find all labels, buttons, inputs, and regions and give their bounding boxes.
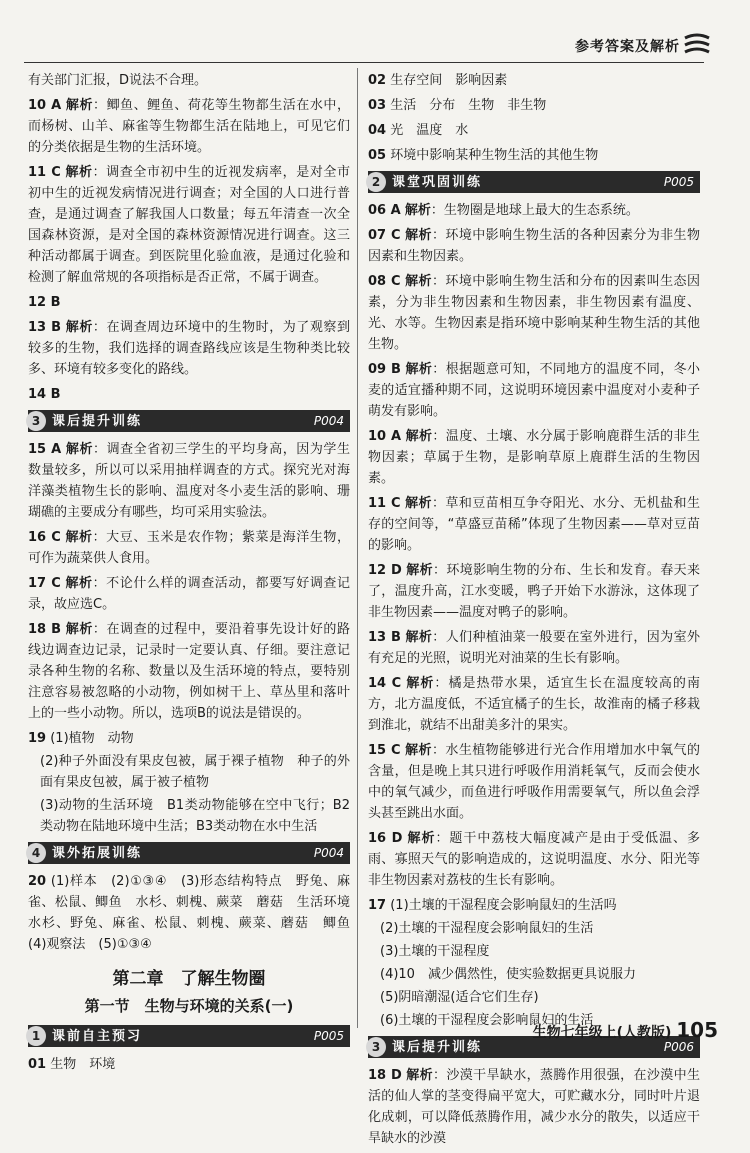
question-number: 05 bbox=[368, 148, 387, 163]
banner-page-code: P004 bbox=[313, 845, 344, 860]
answer-text: ：环境影响生物的分布、生长和发育。春天来了，温度升高，江水变暖，鸭子开始下水游泳，这体现了非生物因素——温度对鸭子的影响。 bbox=[368, 563, 700, 620]
section-banner bbox=[28, 842, 350, 864]
footer-text: 生物七年级上(人教版) bbox=[532, 1025, 672, 1041]
analysis-label: 解析 bbox=[405, 743, 432, 758]
banner-badge: 4 bbox=[26, 843, 46, 863]
analysis-label: 解析 bbox=[406, 1068, 434, 1083]
question-number: 10 A bbox=[368, 429, 402, 444]
analysis-label: 解析 bbox=[65, 442, 94, 457]
banner-page-code: P006 bbox=[663, 1039, 694, 1054]
answer-item bbox=[368, 493, 700, 556]
answer-item bbox=[368, 426, 700, 489]
question-number: 03 bbox=[368, 98, 387, 113]
question-number: 13 B bbox=[28, 320, 62, 335]
header-title: 参考答案及解析 bbox=[575, 39, 680, 55]
answer-item bbox=[368, 359, 700, 422]
answer-text: 光 温度 水 bbox=[390, 123, 469, 138]
analysis-label: 解析 bbox=[405, 630, 433, 645]
question-number: 01 bbox=[28, 1057, 47, 1072]
answer-text: ：调查全市初中生的近视发病率，是对全市初中生的近视发病情况进行调查；对全国的人口进行普查，是通过调查了解我国人口数量；每五年清查一次全国森林资源，是对全国的森林资源情况进行调查。这三种活动都属于调查。到医院里化验血液，是通过化验和检测了解血常规的各项指标是否正常，不属于调查。 bbox=[28, 165, 350, 285]
answer-text: ：水生植物能够进行光合作用增加水中氧气的含量，但是晚上其只进行呼吸作用消耗氧气，反而会使水中的氧气减少，而鱼进行呼吸作用需要氧气，所以鱼会浮头甚至跳出水面。 bbox=[368, 743, 700, 821]
answer-line: (5)阴暗潮湿(适合它们生存) bbox=[380, 990, 539, 1005]
answer-text: 环境中影响某种生物生活的其他生物 bbox=[390, 148, 599, 163]
right-column bbox=[368, 70, 700, 1153]
section-banner bbox=[28, 1025, 350, 1047]
answer-text: ：沙漠干旱缺水，蒸腾作用很强，在沙漠中生活的仙人掌的茎变得扁平宽大，可贮藏水分，同时叶片退化成刺，可以降低蒸腾作用，减少水分的散失，以适应干旱缺水的沙漠 bbox=[368, 1068, 700, 1146]
question-number: 06 A bbox=[368, 203, 401, 218]
answer-line: (2)土壤的干湿程度会影响鼠妇的生活 bbox=[380, 921, 594, 936]
section-banner bbox=[28, 410, 350, 432]
answer-item bbox=[368, 560, 700, 623]
answer-text: ：人们种植油菜一般要在室外进行，因为室外有充足的光照，说明光对油菜的生长有影响。 bbox=[368, 630, 700, 666]
book-stack-icon bbox=[682, 30, 712, 60]
answer-item bbox=[28, 527, 350, 569]
answer-item bbox=[28, 384, 350, 405]
analysis-label: 解析 bbox=[405, 228, 432, 243]
answer-item bbox=[368, 95, 700, 116]
page-footer bbox=[533, 1018, 718, 1042]
question-number: 18 B bbox=[28, 622, 62, 637]
answer-text: ：生物圈是地球上最大的生态系统。 bbox=[430, 203, 639, 218]
banner-title: 课前自主预习 bbox=[52, 1028, 143, 1044]
question-20 bbox=[28, 871, 364, 955]
answer-text: ：大豆、玉米是农作物；紫菜是海洋生物，可作为蔬菜供人食用。 bbox=[28, 530, 350, 566]
question-number: 17 bbox=[368, 898, 387, 913]
answer-text: ：橘是热带水果，适宜生长在温度较高的南方，北方温度低，不适宜橘子的生长，故淮南的橘子移栽到淮北，就结不出甜美多汁的果实。 bbox=[368, 676, 700, 733]
question-number: 14 C bbox=[368, 676, 402, 691]
answer-text: (1)样本 (2)①③④ (3)形态结构特点 野兔、麻雀、松鼠、鲫鱼 水杉、刺槐、蕨菜 蘑菇 生活环境 水杉、野兔、麻雀、松鼠、刺槐、蕨菜、蘑菇 鲫鱼 (4)观察法 (5)①③④ bbox=[28, 874, 364, 952]
analysis-label: 解析 bbox=[406, 563, 434, 578]
question-number: 08 C bbox=[368, 274, 401, 289]
chapter-title: 第二章 了解生物圈 bbox=[112, 969, 266, 989]
answer-item bbox=[28, 439, 350, 523]
banner-title: 课外拓展训练 bbox=[52, 845, 143, 861]
answer-text: ：鲫鱼、鲤鱼、荷花等生物都生活在水中，而杨树、山羊、麻雀等生物都生活在陆地上，可见它们的分类依据是生物的生活环境。 bbox=[28, 98, 350, 155]
banner-title: 课堂巩固训练 bbox=[392, 174, 483, 190]
question-number: 13 B bbox=[368, 630, 401, 645]
answer-line: (3)土壤的干湿程度 bbox=[380, 944, 490, 959]
answer-item bbox=[368, 70, 700, 91]
section-title: 第一节 生物与环境的关系(一) bbox=[84, 997, 294, 1015]
banner-page-code: P005 bbox=[663, 174, 694, 189]
question-number: 18 D bbox=[368, 1068, 402, 1083]
analysis-label: 解析 bbox=[65, 530, 93, 545]
answer-text: 生存空间 影响因素 bbox=[390, 73, 508, 88]
question-number: 15 A bbox=[28, 442, 62, 457]
question-number: 10 A bbox=[28, 98, 62, 113]
banner-badge: 1 bbox=[26, 1026, 46, 1046]
analysis-label: 解析 bbox=[405, 362, 433, 377]
question-number: 17 C bbox=[28, 576, 61, 591]
banner-title: 课后提升训练 bbox=[52, 413, 143, 429]
question-number: 12 D bbox=[368, 563, 402, 578]
question-number: 20 bbox=[28, 874, 47, 889]
question-19 bbox=[28, 728, 350, 837]
answer-text: 有关部门汇报，D说法不合理。 bbox=[28, 73, 208, 88]
question-number: 11 C bbox=[368, 496, 401, 511]
analysis-label: 解析 bbox=[406, 676, 435, 691]
answer-text: ：草和豆苗相互争夺阳光、水分、无机盐和生存的空间等，“草盛豆苗稀”体现了生物因素——草对豆苗的影响。 bbox=[368, 496, 700, 553]
answer-line: (1)植物 动物 bbox=[50, 731, 134, 746]
question-17 bbox=[368, 895, 700, 1031]
analysis-label: 解析 bbox=[405, 496, 432, 511]
answer-text: ：题干中荔枝大幅度减产是由于受低温、多雨、寡照天气的影响造成的，这说明温度、水分、阳光等非生物因素对荔枝的生长有影响。 bbox=[368, 831, 700, 888]
question-number: 19 bbox=[28, 731, 47, 746]
analysis-label: 解析 bbox=[65, 320, 93, 335]
analysis-label: 解析 bbox=[407, 831, 436, 846]
answer-item bbox=[28, 162, 350, 288]
analysis-label: 解析 bbox=[405, 429, 433, 444]
question-number: 02 bbox=[368, 73, 387, 88]
left-column bbox=[28, 70, 364, 1077]
answer-item bbox=[368, 627, 700, 669]
answer-text: ：不论什么样的调查活动，都要写好调查记录，故应选C。 bbox=[28, 576, 350, 612]
question-18 bbox=[368, 1065, 700, 1149]
question-number: 16 C bbox=[28, 530, 61, 545]
answer-line: (1)土壤的干湿程度会影响鼠妇的生活吗 bbox=[390, 898, 617, 913]
answer-text: 生物 环境 bbox=[50, 1057, 116, 1072]
answer-line: (2)种子外面没有果皮包被，属于裸子植物 种子的外面有果皮包被，属于被子植物 bbox=[40, 754, 350, 790]
analysis-label: 解析 bbox=[405, 274, 432, 289]
answer-item bbox=[368, 225, 700, 267]
answer-item bbox=[368, 740, 700, 824]
answer-item bbox=[28, 619, 350, 724]
question-number: 15 C bbox=[368, 743, 401, 758]
banner-badge: 2 bbox=[366, 172, 386, 192]
answer-text: ：在调查的过程中，要沿着事先设计好的路线边调查边记录，记录时一定要认真、仔细。要注意记录各种生物的名称、数量以及生活环境的特点，要特别注意容易被忽略的小动物，例如树干上、草丛里和落叶上的一些小动物。所以，选项B的说法是错误的。 bbox=[28, 622, 350, 721]
column-divider bbox=[357, 68, 358, 1028]
answer-line: (3)动物的生活环境 B1类动物能够在空中飞行；B2类动物在陆地环境中生活；B3类动物在水中生活 bbox=[40, 798, 350, 834]
banner-badge: 3 bbox=[366, 1037, 386, 1057]
analysis-label: 解析 bbox=[65, 98, 94, 113]
question-number: 12 B bbox=[28, 295, 61, 310]
question-number: 07 C bbox=[368, 228, 401, 243]
answer-text: ：根据题意可知，不同地方的温度不同，冬小麦的适宜播种期不同，这说明环境因素中温度对小麦种子萌发有影响。 bbox=[368, 362, 700, 419]
answer-text: 生活 分布 生物 非生物 bbox=[390, 98, 547, 113]
answer-item bbox=[368, 271, 700, 355]
question-number: 09 B bbox=[368, 362, 401, 377]
question-01 bbox=[28, 1054, 350, 1075]
answer-line: (6)土壤的干湿程度会影响鼠妇的生活 bbox=[380, 1013, 594, 1028]
banner-badge: 3 bbox=[26, 411, 46, 431]
banner-page-code: P005 bbox=[313, 1028, 344, 1043]
answer-item bbox=[368, 673, 700, 736]
answer-item bbox=[28, 317, 350, 380]
analysis-label: 解析 bbox=[65, 165, 93, 180]
answer-item bbox=[368, 828, 700, 891]
answer-item bbox=[368, 145, 700, 166]
analysis-label: 解析 bbox=[404, 203, 431, 218]
answer-text: ：在调查周边环境中的生物时，为了观察到较多的生物，我们选择的调查路线应该是生物种类比较多、环境有较多变化的路线。 bbox=[28, 320, 350, 377]
answer-text: ：环境中影响生物生活和分布的因素叫生态因素，分为非生物因素和生物因素，非生物因素有温度、光、水等。生物因素是指环境中影响某种生物生活的其他生物。 bbox=[368, 274, 700, 352]
question-number: 11 C bbox=[28, 165, 61, 180]
question-number: 04 bbox=[368, 123, 387, 138]
answer-item bbox=[28, 95, 350, 158]
analysis-label: 解析 bbox=[65, 622, 93, 637]
header-rule bbox=[24, 62, 704, 63]
section-banner bbox=[368, 171, 700, 193]
answer-text: ：温度、土壤、水分属于影响鹿群生活的非生物因素；草属于生物，是影响草原上鹿群生活的生物因素。 bbox=[368, 429, 700, 486]
page-number: 105 bbox=[676, 1018, 718, 1042]
answer-item bbox=[368, 120, 700, 141]
answer-item bbox=[28, 573, 350, 615]
answer-text: ：环境中影响生物生活的各种因素分为非生物因素和生物因素。 bbox=[368, 228, 700, 264]
answer-line: (4)10 减少偶然性，使实验数据更具说服力 bbox=[380, 967, 636, 982]
answer-item bbox=[28, 292, 350, 313]
answer-item bbox=[28, 70, 350, 91]
banner-page-code: P004 bbox=[313, 413, 344, 428]
answer-text: ：调查全省初三学生的平均身高，因为学生数量较多，所以可以采用抽样调查的方式。探究光对海洋藻类植物生长的影响、温度对冬小麦生活的影响、珊瑚礁的主要成分有哪些，均可采用实验法。 bbox=[28, 442, 350, 520]
question-number: 14 B bbox=[28, 387, 61, 402]
question-number: 16 D bbox=[368, 831, 403, 846]
analysis-label: 解析 bbox=[65, 576, 93, 591]
answer-item bbox=[368, 200, 700, 221]
banner-title: 课后提升训练 bbox=[392, 1039, 483, 1055]
